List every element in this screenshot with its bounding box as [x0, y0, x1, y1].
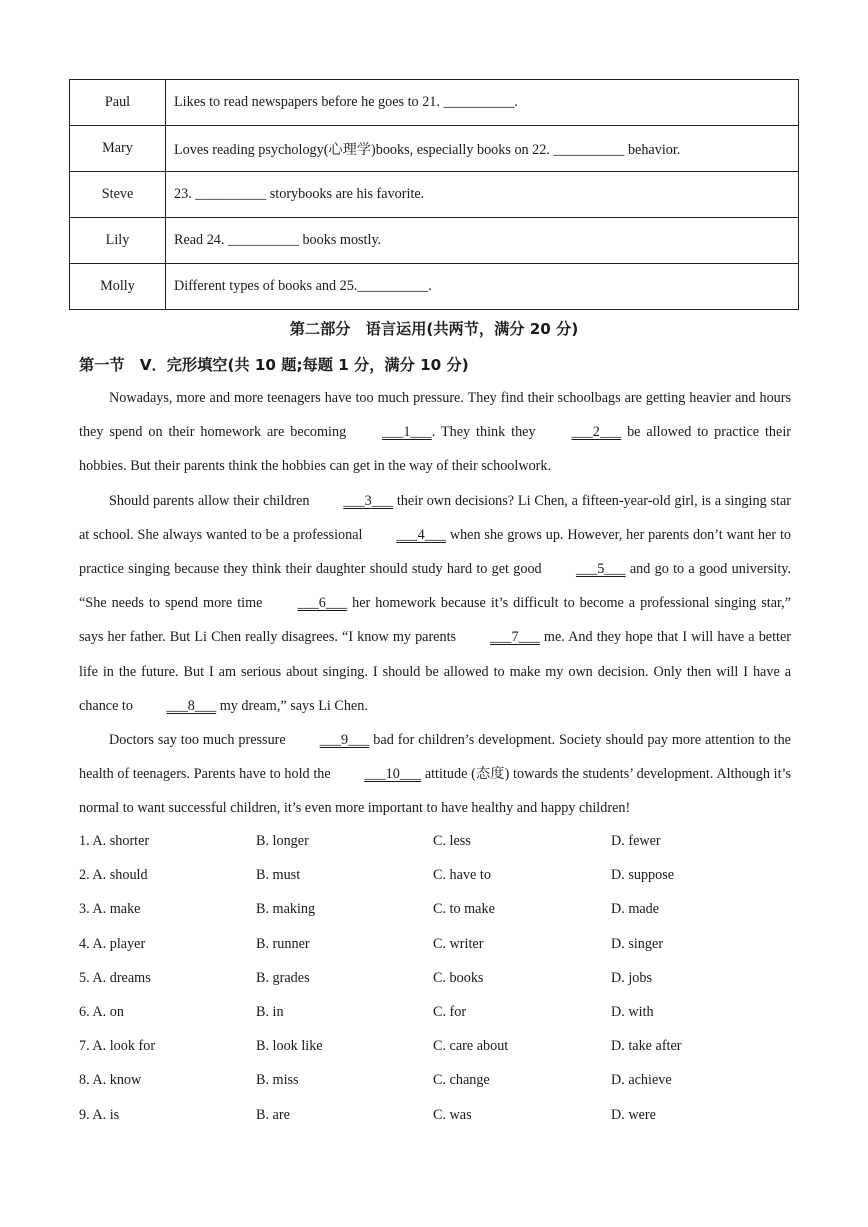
person-description: Different types of books and 25.__________.	[166, 264, 799, 310]
person-name: Steve	[70, 172, 166, 218]
cloze-blank-6: ___6___	[297, 595, 348, 612]
option-c: C. to make	[433, 901, 495, 918]
passage-text: attitude (态度) towards the students’ development. Although it’s normal to want successful children, it’s even more important to have healthy and happy children!	[79, 766, 791, 817]
option-a: 9. A. is	[79, 1106, 120, 1123]
person-description: Loves reading psychology(心理学)books, especially books on 22. __________ behavior.	[166, 126, 799, 172]
passage-text: bad for children’s development. Society should pay more attention to the health of teenagers. Parents have to hold the	[79, 732, 791, 783]
person-name: Lily	[70, 218, 166, 264]
option-a: 1. A. shorter	[79, 833, 150, 849]
cloze-blank-3: ___3___	[343, 492, 394, 509]
person-description: 23. __________ storybooks are his favorite.	[166, 172, 799, 218]
passage-text: me. And they hope that I will have a better life in the future. But I am serious about singing. I should be allowed to make my own decision. Only then will I have a chance to	[79, 629, 791, 714]
question-options-row	[79, 858, 799, 892]
option-a: 4. A. player	[79, 935, 146, 952]
passage-text: her homework because it’s difficult to become a professional singing star,” says her father. But Li Chen really disagrees. “I know my parents	[79, 595, 791, 646]
person-name: Molly	[70, 264, 166, 310]
option-d: D. suppose	[611, 867, 675, 884]
question-options-row	[79, 927, 799, 961]
person-description: Read 24. __________ books mostly.	[166, 218, 799, 264]
cloze-blank-7: ___7___	[490, 629, 540, 646]
passage-text: when she grows up. However, her parents don’t want her to practice singing because they think their daughter should study hard to get good	[79, 526, 791, 578]
cloze-blank-1: ___1___	[382, 424, 432, 441]
option-a: 3. A. make	[79, 901, 141, 918]
table-row	[70, 218, 799, 264]
question-options-row	[79, 961, 799, 995]
cloze-passage	[79, 381, 791, 826]
option-c: C. books	[433, 969, 484, 986]
answer-options	[79, 824, 799, 1132]
option-d: D. made	[611, 901, 660, 918]
question-options-row	[79, 1063, 799, 1097]
option-c: C. for	[433, 1003, 467, 1020]
option-d: D. singer	[611, 935, 664, 952]
person-name: Mary	[70, 126, 166, 172]
cloze-blank-9: ___9___	[319, 732, 370, 749]
option-d: D. jobs	[611, 969, 652, 986]
option-a: 7. A. look for	[79, 1038, 156, 1055]
table-row	[70, 80, 799, 126]
table-row	[70, 126, 799, 172]
section-title: 第一节 V．完形填空(共 10 题;每题 1 分，满分 10 分)	[79, 356, 469, 374]
cloze-blank-5: ___5___	[575, 561, 626, 578]
option-b: B. in	[256, 1003, 284, 1020]
passage-text: Doctors say too much pressure	[109, 732, 290, 749]
option-d: D. take after	[611, 1038, 682, 1055]
question-options-row	[79, 892, 799, 926]
table-row	[70, 172, 799, 218]
option-b: B. runner	[256, 935, 310, 952]
passage-paragraph-1	[79, 381, 791, 484]
option-a: 8. A. know	[79, 1072, 142, 1089]
option-b: B. are	[256, 1106, 290, 1123]
option-d: D. were	[611, 1106, 656, 1123]
option-a: 6. A. on	[79, 1003, 124, 1020]
passage-text: be allowed to practice their hobbies. But their parents think the hobbies can get in the way of their schoolwork.	[79, 424, 791, 475]
passage-paragraph-3	[79, 723, 791, 826]
passage-paragraph-2	[79, 484, 791, 723]
passage-text: . They think they	[431, 424, 542, 441]
option-b: B. longer	[256, 833, 309, 849]
option-d: D. fewer	[611, 833, 661, 849]
option-c: C. care about	[433, 1038, 509, 1055]
cloze-blank-10: ___10___	[364, 766, 422, 783]
passage-text: my dream,” says Li Chen.	[216, 697, 368, 714]
option-c: C. was	[433, 1106, 472, 1123]
option-c: C. less	[433, 833, 471, 849]
option-c: C. change	[433, 1072, 490, 1089]
question-options-row	[79, 824, 799, 858]
reading-preferences-table	[69, 79, 799, 310]
cloze-blank-8: ___8___	[166, 697, 217, 714]
question-options-row	[79, 995, 799, 1029]
part-title: 第二部分 语言运用(共两节，满分 20 分)	[289, 320, 579, 338]
option-b: B. grades	[256, 969, 310, 986]
option-c: C. have to	[433, 867, 491, 884]
option-d: D. with	[611, 1003, 654, 1020]
passage-text: Nowadays, more and more teenagers have too much pressure. They find their schoolbags are getting heavier and hours they spend on their homework are becoming	[79, 390, 791, 441]
option-a: 2. A. should	[79, 867, 148, 884]
passage-text: their own decisions? Li Chen, a fifteen-year-old girl, is a singing star at school. She always wanted to be a professional	[79, 492, 791, 543]
cloze-blank-2: ___2___	[571, 424, 622, 441]
option-b: B. look like	[256, 1038, 323, 1055]
table-row	[70, 264, 799, 310]
passage-text: Should parents allow their children	[109, 492, 314, 509]
option-b: B. miss	[256, 1072, 299, 1089]
option-b: B. making	[256, 901, 316, 918]
passage-text: and go to a good university. “She needs to spend more time	[79, 561, 792, 612]
cloze-blank-4: ___4___	[396, 526, 446, 543]
option-c: C. writer	[433, 935, 484, 952]
option-a: 5. A. dreams	[79, 969, 151, 986]
person-name: Paul	[70, 80, 166, 126]
option-d: D. achieve	[611, 1072, 672, 1089]
person-description: Likes to read newspapers before he goes to 21. __________.	[166, 80, 799, 126]
question-options-row	[79, 1029, 799, 1063]
question-options-row	[79, 1098, 799, 1132]
option-b: B. must	[256, 867, 301, 884]
